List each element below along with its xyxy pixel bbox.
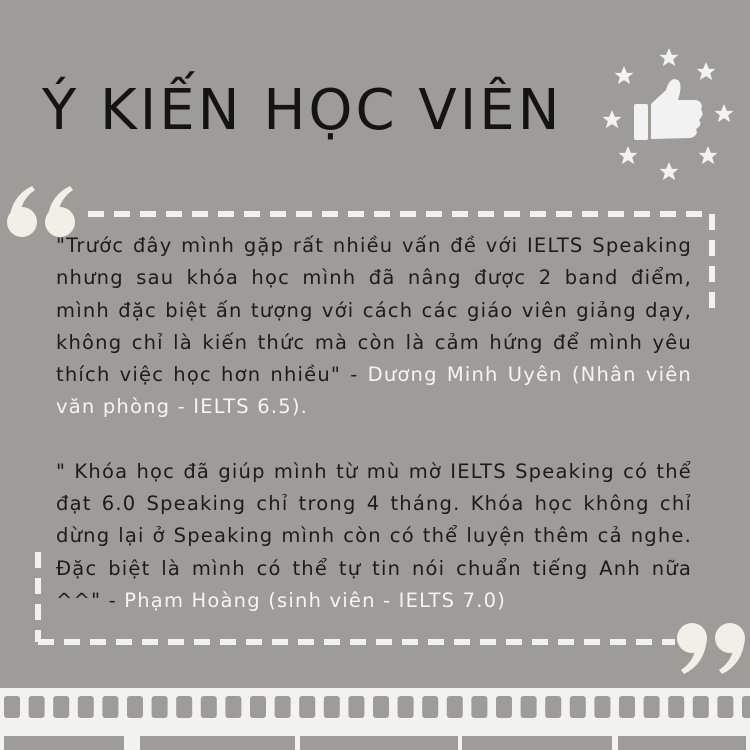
film-strip-decoration [0,688,750,750]
film-hole [521,696,537,718]
film-strip-holes [0,688,750,750]
film-hole [644,696,660,718]
film-frame [618,736,746,750]
testimonial-quote: "Trước đây mình gặp rất nhiều vấn đề với IELTS Speaking nhưng sau khóa học mình đã nâng được 2 band điểm, mình đặc biệt ấn tượng với cách các giáo viên giảng dạy, không chỉ là kiến thức mà còn là cảm hứng để mình yêu thích việc học hơn nhiều" - [56,234,692,387]
film-hole [717,696,733,718]
testimonial-2 [56,456,692,617]
close-quote-icon [672,618,750,680]
film-hole [570,696,586,718]
film-hole [742,696,750,718]
film-hole [398,696,414,718]
film-hole [29,696,45,718]
film-hole [668,696,684,718]
thumbs-up-with-stars-icon [594,42,744,192]
film-hole [471,696,487,718]
film-frame [140,736,295,750]
film-hole [53,696,69,718]
film-hole [619,696,635,718]
film-hole [250,696,266,718]
film-hole [299,696,315,718]
film-hole [348,696,364,718]
testimonial-author: Dương Minh Uyên (Nhân viên văn phòng - IELTS 6.5). [56,363,692,419]
film-hole [176,696,192,718]
testimonial-quote: " Khóa học đã giúp mình từ mù mờ IELTS Speaking có thể đạt 6.0 Speaking chỉ trong 4 tháng. Khóa học không chỉ dừng lại ở Speaking mình còn có thể luyện thêm cả nghe. Đặc biệt là mình có thể tự tin nói chuẩn tiếng Anh nữa ^^" - [56,459,692,612]
film-hole [102,696,118,718]
testimonial-1 [56,230,692,424]
film-hole [4,696,20,718]
film-frame [4,736,124,750]
film-frame [462,736,612,750]
film-hole [324,696,340,718]
film-hole [201,696,217,718]
film-hole [127,696,143,718]
film-hole [693,696,709,718]
film-hole [422,696,438,718]
testimonials-text [56,230,692,617]
film-frame [300,736,458,750]
film-hole [373,696,389,718]
film-hole [225,696,241,718]
film-hole [545,696,561,718]
film-hole [275,696,291,718]
film-hole [594,696,610,718]
film-hole [78,696,94,718]
testimonial-author: Phạm Hoàng (sinh viên - IELTS 7.0) [124,588,507,612]
film-hole [152,696,168,718]
page-title: Ý KIẾN HỌC VIÊN [42,78,563,143]
film-hole [447,696,463,718]
film-hole [496,696,512,718]
